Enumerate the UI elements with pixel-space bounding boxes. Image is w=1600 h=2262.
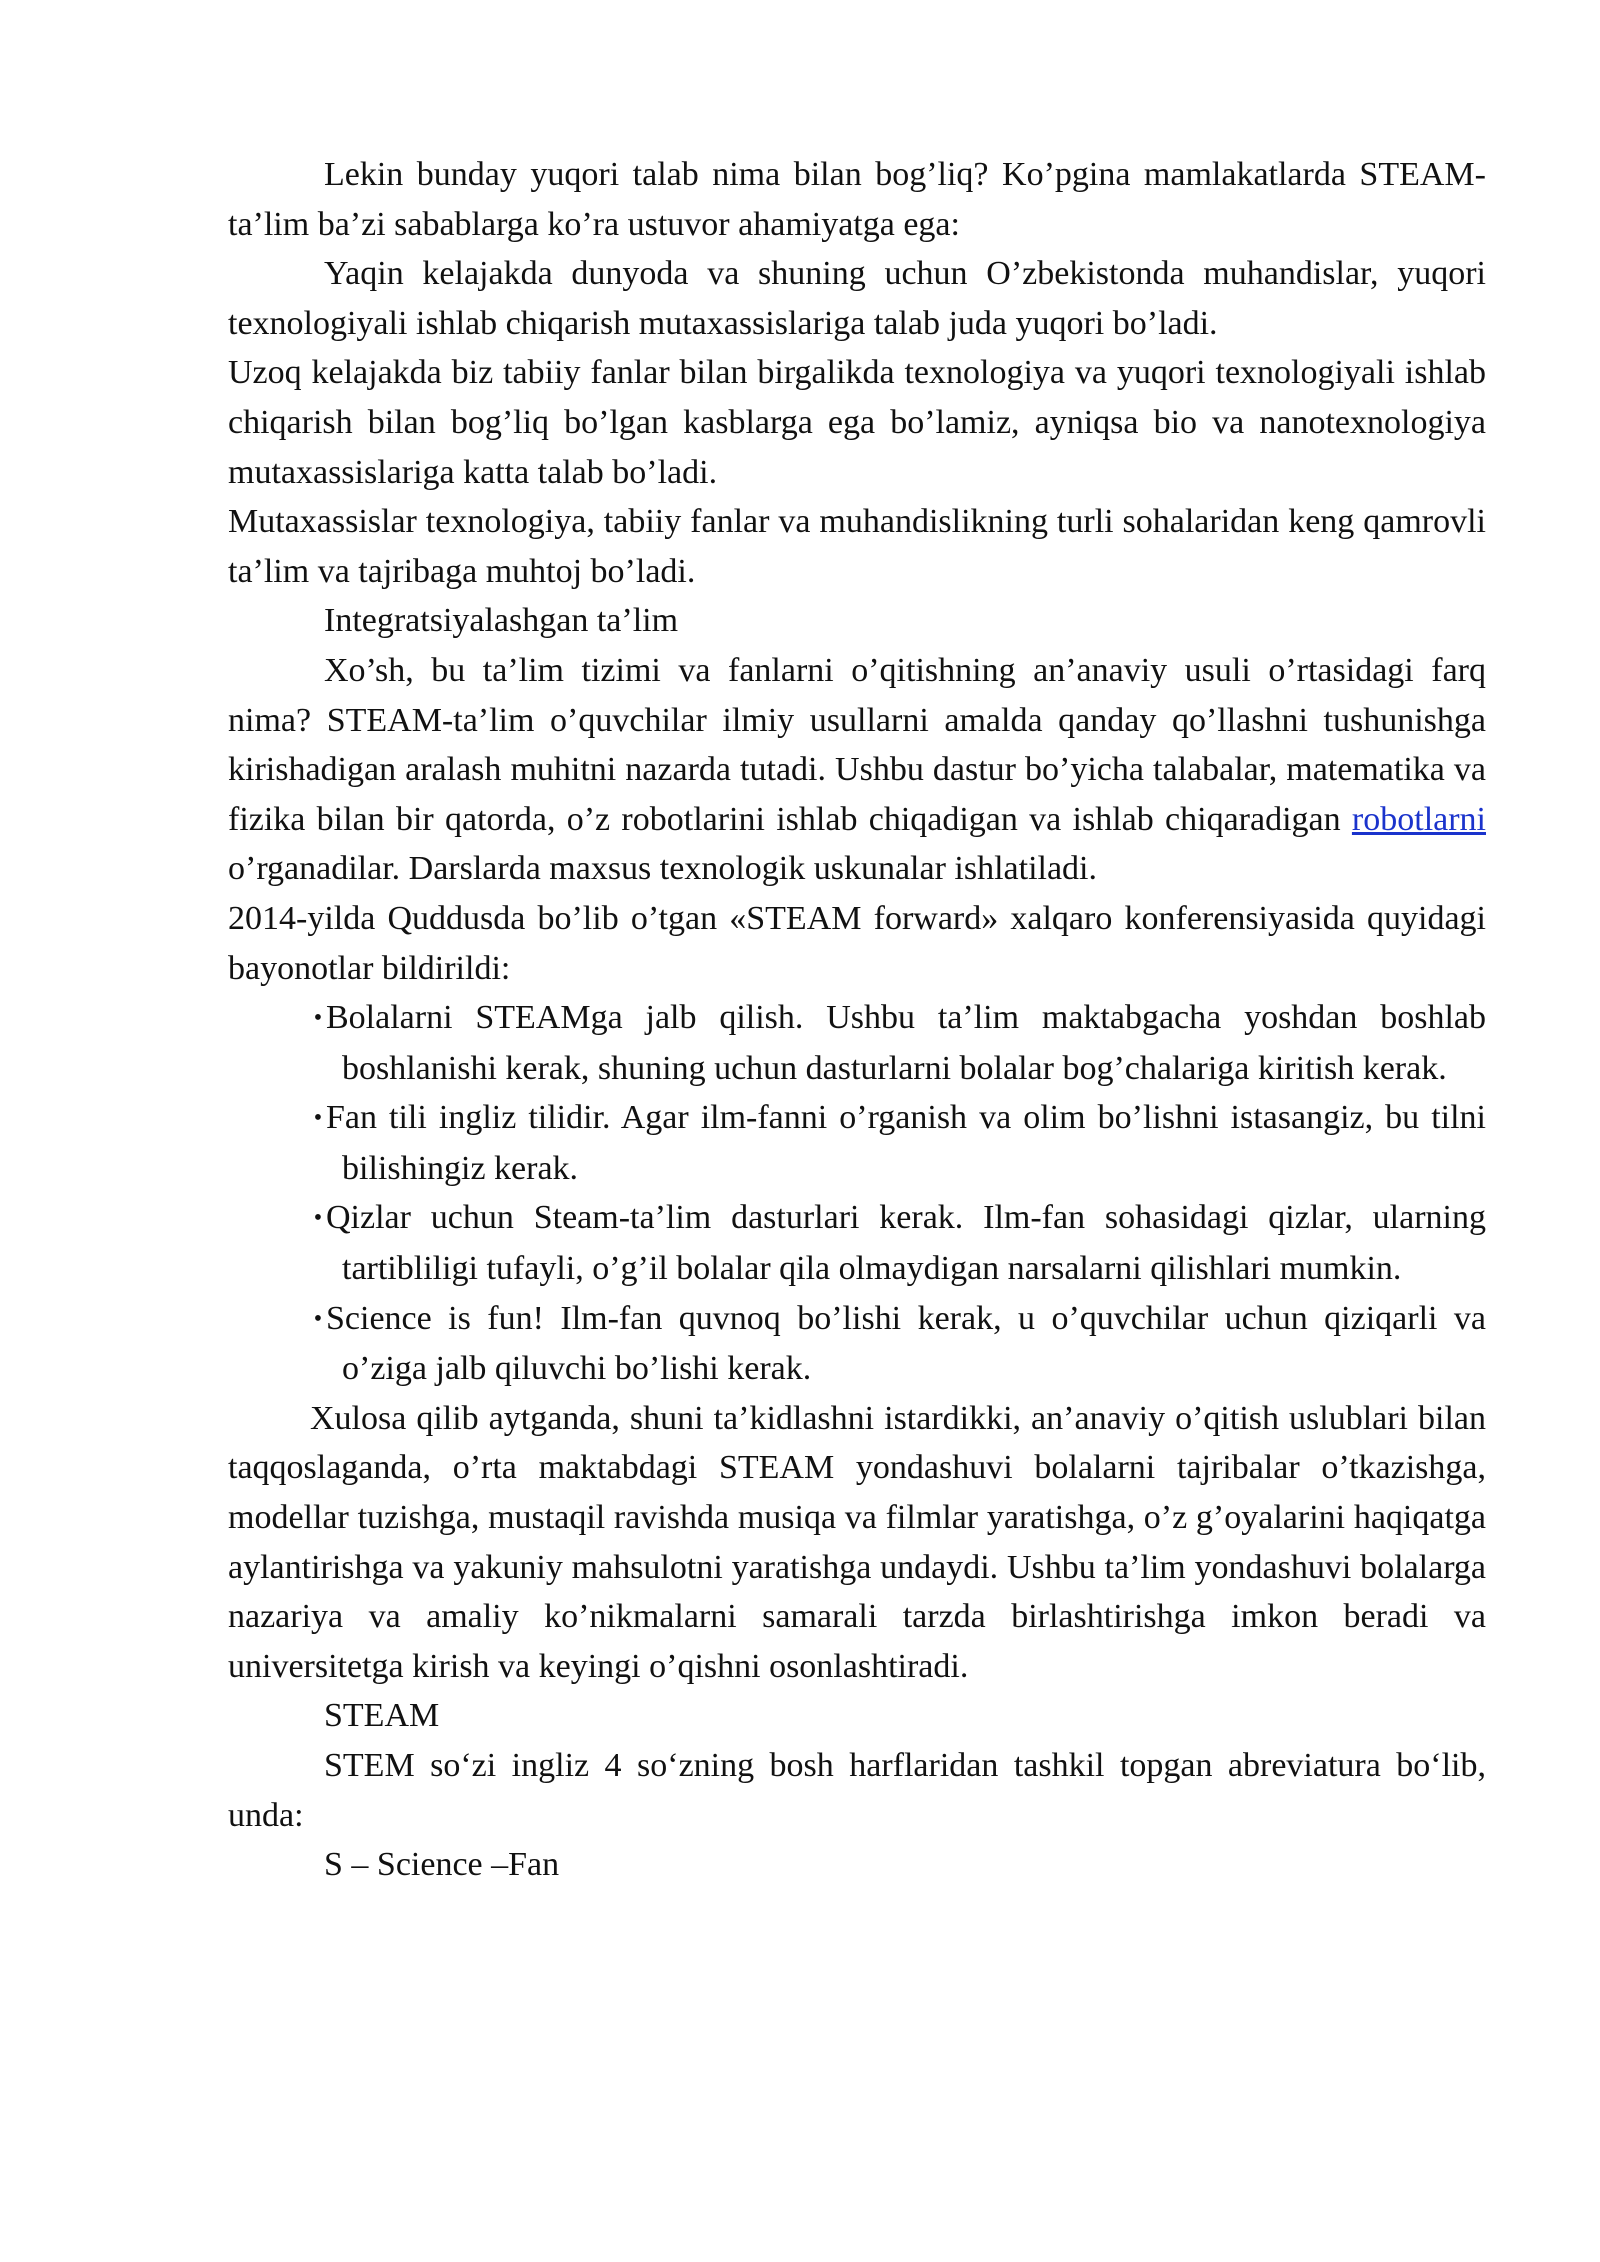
paragraph-conference: 2014-yilda Quddusda bo’lib o’tgan «STEAM forward» xalqaro konferensiyasida quyidagi bayonotlar bildirildi: [228,899,1486,987]
paragraph-difference-text: Xo’sh, bu ta’lim tizimi va fanlarni o’qitishning an’anaviy usuli o’rtasidagi farq nima? STEAM-ta’lim o’quvchilar ilmiy usullarni amalda qanday qo’llashni tushunishga kirishadigan aralash muhitni nazarda tutadi. Ushbu dastur bo’yicha talabalar, matematika va fizika bilan bir qatorda, o’z robotlarini ishlab chiqadigan va ishlab chiqaradigan [228,651,1486,838]
paragraph-conclusion: Xulosa qilib aytganda, shuni ta’kidlashni istardikki, an’anaviy o’qitish uslublari bilan taqqoslaganda, o’rta maktabdagi STEAM yondashuvi bolalarni tajribalar o’tkazishga, modellar tuzishga, mustaqil ravishda musiqa va filmlar yaratishga, o’z g’oyalarini haqiqatga aylantirishga va yakuniy mahsulotni yaratishga undaydi. Ushbu ta’lim yondashuvi bolalarga nazariya va amaliy ko’nikmalarni samarali tarzda birlashtirishga imkon beradi va universitetga kirish va keyingi o’qishni osonlashtiradi. [228,1399,1486,1685]
list-item [310,1093,1486,1193]
paragraph-stem-definition: STEM so‘zi ingliz 4 so‘zning bosh harflaridan tashkil topgan abreviatura bo‘lib, unda: [228,1747,1486,1834]
list-item-text: Qizlar uchun Steam-ta’lim dasturlari kerak. Ilm-fan sohasidagi qizlar, ularning tartibliligi tufayli, o’g’il bolalar qila olmaydigan narsalarni qilishlari mumkin. [326,1199,1486,1288]
bullet-icon: • [313,1305,323,1332]
bullet-icon: • [313,1005,323,1032]
list-item [310,993,1486,1093]
section-heading-integrated-education: Integratsiyalashgan ta’lim [324,602,679,640]
paragraph-science-letter: S – Science –Fan [324,1846,560,1884]
paragraph-near-future: Yaqin kelajakda dunyoda va shuning uchun O’zbekistonda muhandislar, yuqori texnologiyali ishlab chiqarish mutaxassislariga talab juda yuqori bo’ladi. [228,255,1486,342]
paragraph-difference-text-end: o’rganadilar. Darslarda maxsus texnologik uskunalar ishlatiladi. [228,850,1097,888]
bullet-icon: • [313,1105,323,1132]
robots-link[interactable]: robotlarni [1351,800,1486,838]
statements-list [228,993,1486,1394]
bullet-icon: • [313,1205,323,1232]
section-heading-steam: STEAM [324,1697,440,1735]
paragraph-difference [228,646,1486,894]
list-item-text: Fan tili ingliz tilidir. Agar ilm-fanni o’rganish va olim bo’lishni istasangiz, bu tilni bilishingiz kerak. [326,1099,1486,1187]
list-item [310,1294,1486,1394]
list-item-text: Bolalarni STEAMga jalb qilish. Ushbu ta’lim maktabgacha yoshdan boshlab boshlanishi kerak, shuning uchun dasturlarni bolalar bog’chalariga kiritish kerak. [326,999,1486,1087]
list-item-text: Science is fun! Ilm-fan quvnoq bo’lishi kerak, u o’quvchilar uchun qiziqarli va o’ziga jalb qiluvchi bo’lishi kerak. [326,1299,1486,1388]
paragraph-far-future: Uzoq kelajakda biz tabiiy fanlar bilan birgalikda texnologiya va yuqori texnologiyali ishlab chiqarish bilan bog’liq bo’lgan kasblarga ega bo’lamiz, ayniqsa bio va nanotexnologiya mutaxassislariga katta talab bo’ladi. [228,354,1486,491]
document-page [228,150,1486,1890]
paragraph-specialists: Mutaxassislar texnologiya, tabiiy fanlar va muhandislikning turli sohalaridan keng qamrovli ta’lim va tajribaga muhtoj bo’ladi. [228,503,1486,590]
paragraph-intro: Lekin bunday yuqori talab nima bilan bog’liq? Ko’pgina mamlakatlarda STEAM-ta’lim ba’zi sabablarga ko’ra ustuvor ahamiyatga ega: [228,156,1486,243]
list-item [310,1193,1486,1293]
